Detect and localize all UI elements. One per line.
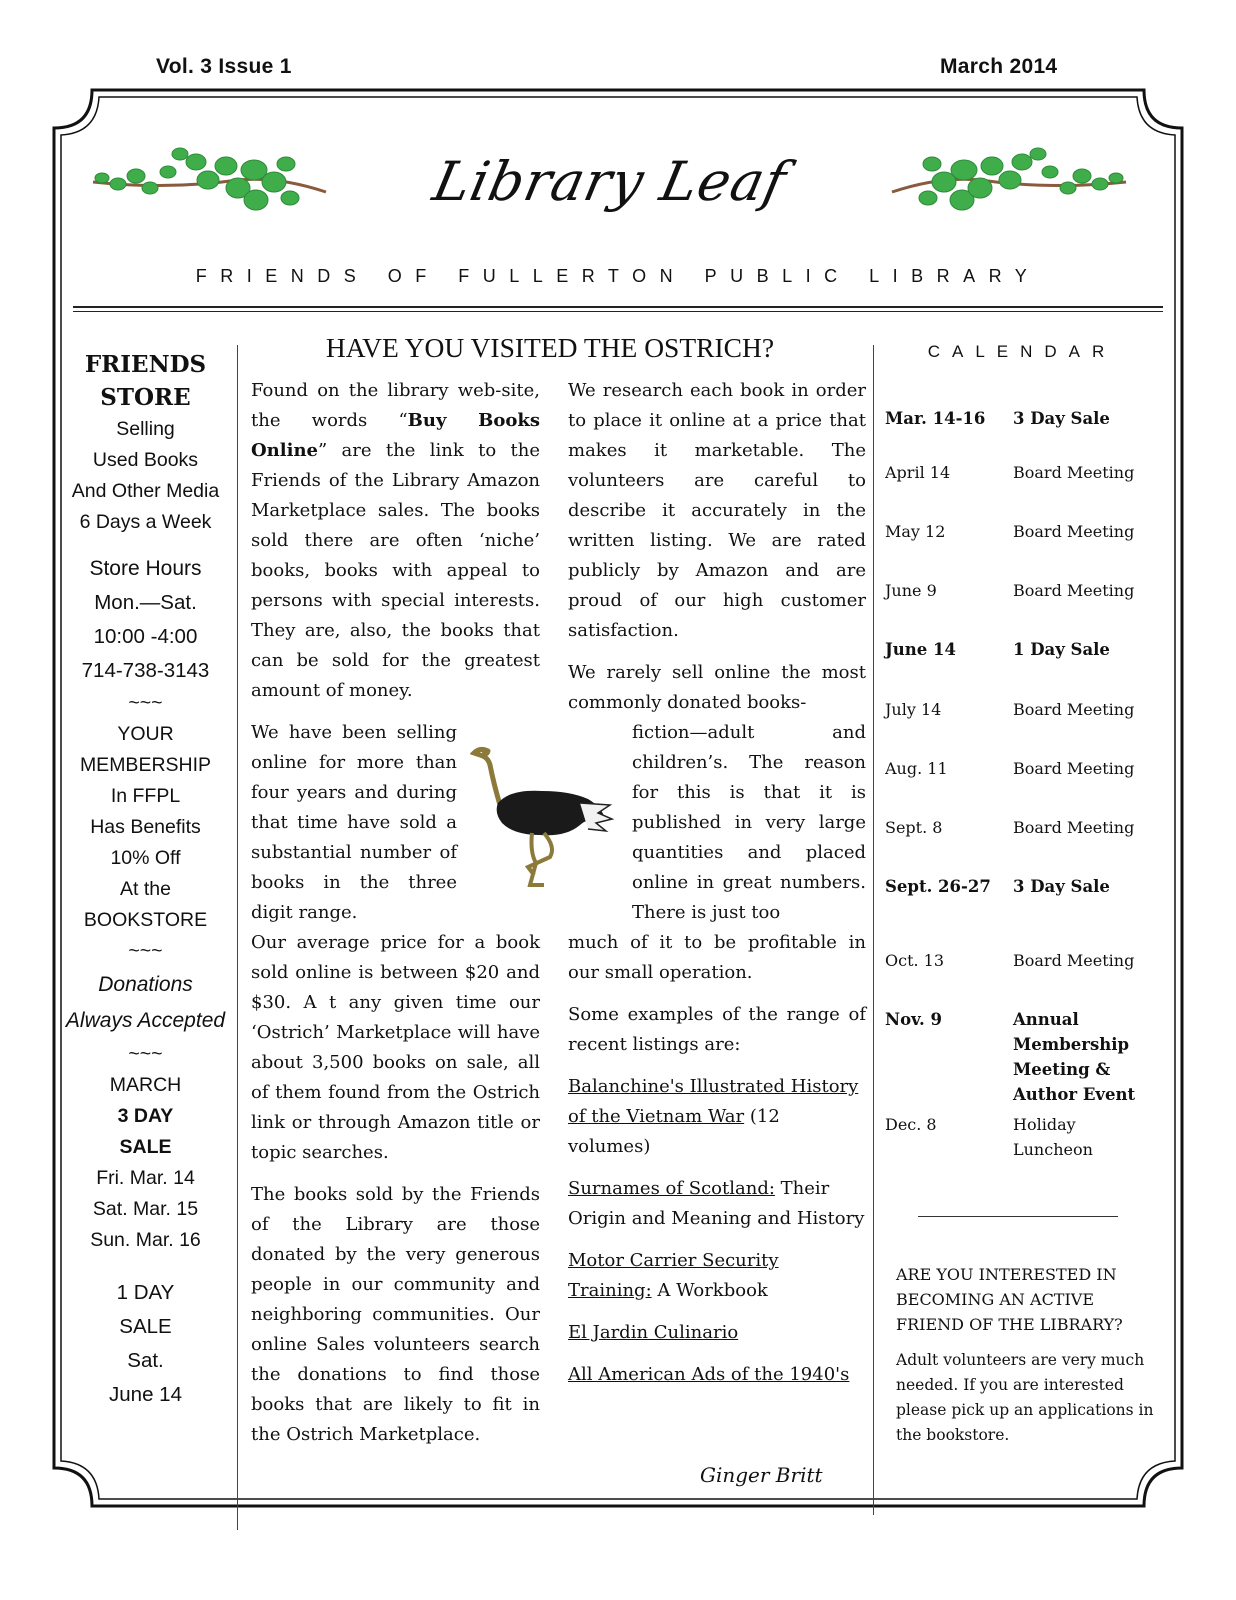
store-hours-title: Store Hours bbox=[89, 557, 202, 580]
book-listing: All American Ads of the 1940's bbox=[568, 1364, 850, 1385]
vine-right-icon bbox=[890, 140, 1130, 220]
article-paragraph: We have been selling online for more than four years and during that time have sold a substantial number of books in the three digit range. bbox=[251, 722, 457, 923]
column-divider-right bbox=[873, 345, 874, 1515]
masthead-rule bbox=[73, 306, 1163, 308]
article-paragraph: Found on the library web-site, the words “Buy Books Online” are the link to the Friends of the Library Amazon Marketplace sales. The books sold there are often ‘niche’ books, books with appeal to persons with special interests. They are, also, the books that can be sold for the greatest amount of money. bbox=[251, 380, 540, 701]
newsletter-title: Library Leaf bbox=[427, 150, 793, 213]
article-paragraph: The books sold by the Friends of the Library are those donated by the very generous people in our community and neighboring communities. Our online Sales volunteers search the donations to find those books that are likely to fit in the Ostrich Marketplace. bbox=[251, 1184, 540, 1445]
buy-books-online-link-text: Buy Books Online bbox=[251, 410, 540, 461]
book-listing: Surnames of Scotland: Their Origin and Meaning and History bbox=[568, 1178, 865, 1229]
store-title: FRIENDS STORE bbox=[84, 351, 207, 411]
article-paragraph: We research each book in order to place it online at a price that makes it marketable. The volunteers are careful to describe it accurately in the written listing. We are rated publicly by Amazon and are proud of our high customer satisfaction. bbox=[568, 380, 866, 641]
volunteer-body: Adult volunteers are very much needed. If you are interested please pick up an applications in the bookstore. bbox=[896, 1351, 1154, 1444]
newsletter-subtitle: FRIENDS OF FULLERTON PUBLIC LIBRARY bbox=[195, 266, 1041, 286]
calendar-title: CALENDAR bbox=[927, 342, 1117, 361]
store-sidebar: FRIENDS STORE Selling Used Books And Other Media 6 Days a Week Store Hours Mon.—Sat. 10:00 -4:00 714-738-3143 ~~~ YOUR MEMBERSHIP In FFPL Has Benefits 10% Off At the BOOKSTORE ~~~ Donations Always Accepted ~~~ MARCH 3 DAY SALE Fri. Mar. 14 Sat. Mar. 15 Sun. Mar. 16 1 DAY SALE Sat. June 14 bbox=[58, 348, 233, 1412]
masthead-rule-thin bbox=[73, 311, 1163, 312]
volunteer-heading: ARE YOU INTERESTED IN BECOMING AN ACTIVE FRIEND OF THE LIBRARY? bbox=[896, 1265, 1123, 1334]
article-column-2 bbox=[568, 376, 866, 1402]
article-column-1 bbox=[251, 376, 540, 1462]
store-phone: 714-738-3143 bbox=[81, 659, 210, 682]
book-listing: Balanchine's Illustrated History of the Vietnam War (12 volumes) bbox=[568, 1076, 859, 1157]
article-paragraph: much of it to be profitable in our small operation. bbox=[568, 932, 866, 983]
article-paragraph: Some examples of the range of recent listings are: bbox=[568, 1004, 866, 1055]
article-paragraph: Our average price for a book sold online is between $20 and $30. A t any given time our ‘Ostrich’ Marketplace will have about 3,500 books on sale, all of them found from the Ostrich link or through Amazon title or topic searches. bbox=[251, 932, 540, 1163]
volume-issue: Vol. 3 Issue 1 bbox=[156, 55, 292, 78]
book-listing: El Jardin Culinario bbox=[568, 1322, 739, 1343]
calendar-divider bbox=[918, 1216, 1118, 1217]
article-paragraph: fiction—adult and children’s. The reason for this is that it is published in very large quantities and placed online in great numbers. There is just too bbox=[632, 722, 866, 923]
article-paragraph: We rarely sell online the most commonly donated books- bbox=[568, 662, 866, 713]
article-headline: HAVE YOU VISITED THE OSTRICH? bbox=[325, 332, 775, 363]
vine-left-icon bbox=[88, 140, 328, 220]
article-byline: Ginger Britt bbox=[700, 1463, 823, 1487]
book-listing: Motor Carrier Security Training: A Workbook bbox=[568, 1250, 779, 1301]
column-divider-left bbox=[237, 345, 238, 1530]
issue-date: March 2014 bbox=[940, 55, 1058, 78]
